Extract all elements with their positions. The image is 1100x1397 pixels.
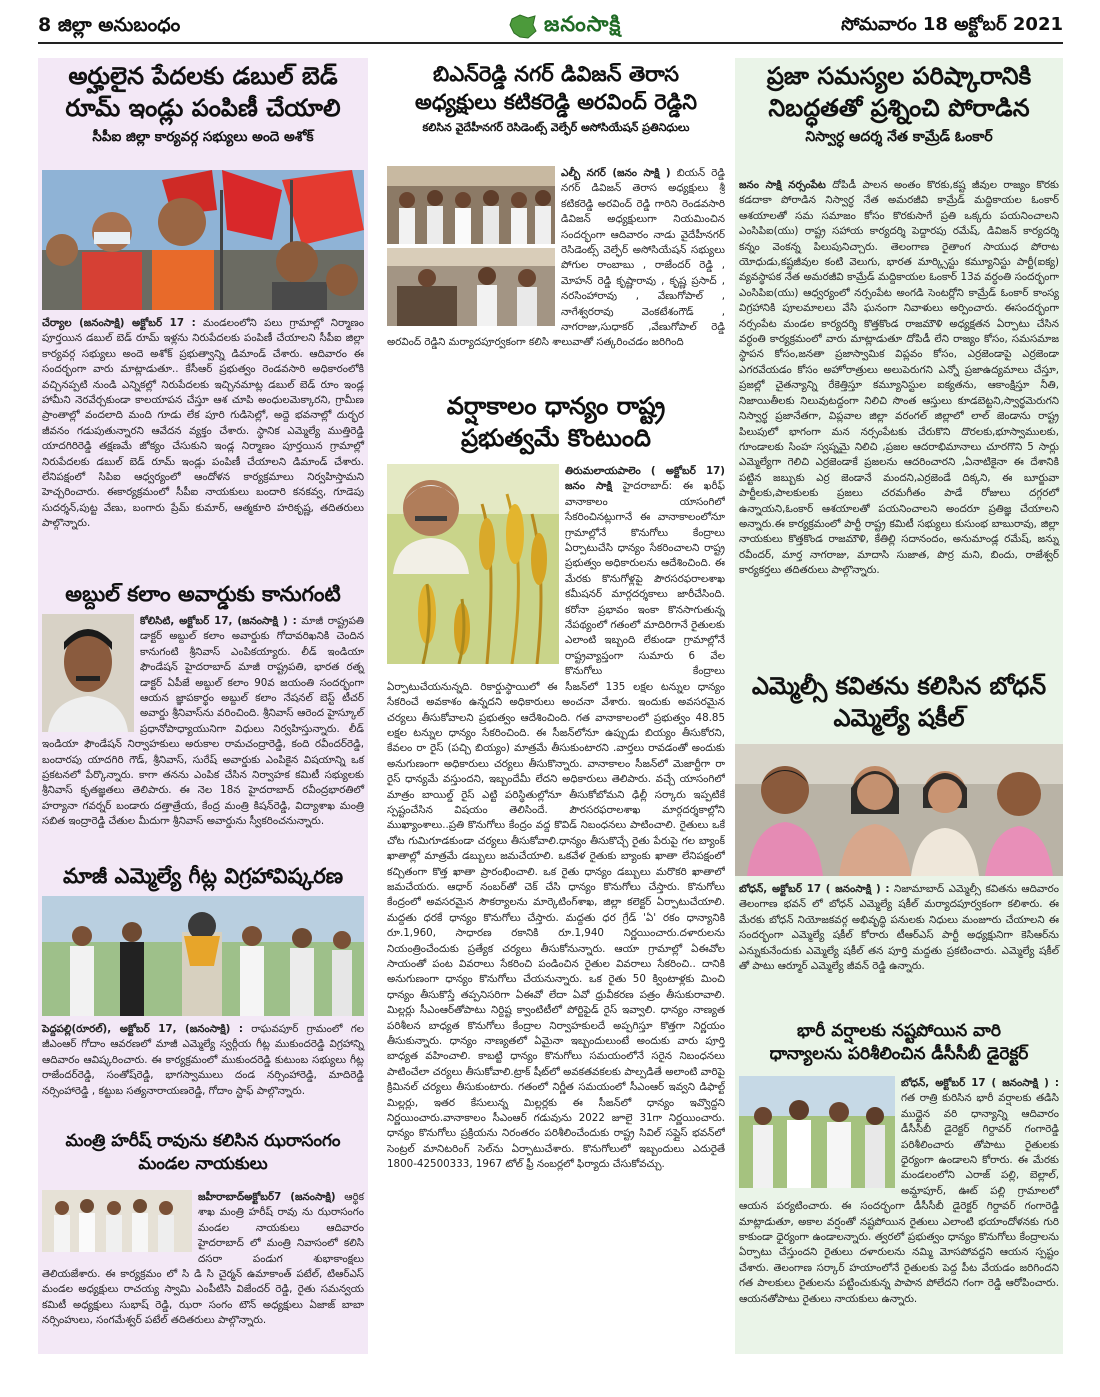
article-body-text: హైదరాబాద్: ఈ ఖరీఫ్ వానాకాలం యాసంగిలో సేకరించినట్లుగానే ఈ వానాకాలంలోనూ గ్రామాల్లోనే కొనుగోలు కేంద్రాలు ఏర్పాటుచేసి ధాన్యం సేకరించాలని రాష్ట్ర ప్రభుత్వం అధికారులను ఆదేశించింది. ఈ మేరకు కొనుగోళ్లపై పౌరసరఫరాలశాఖ కమీషనర్ మార్గదర్శకాలు జారీచేసింది. కరోనా ప్రభావం ఇంకా కొనసాగుతున్న నేపథ్యంలో గతంలో మాదిరిగానే రైతులకు ఎలాంటి ఇబ్బంది లేకుండా గ్రామాల్లోనే రాష్ట్రవ్యాప్తంగా సుమారు 6 వేల కొనుగోలు కేంద్రాలు ఏర్పాటుచేయనున్నది. రికార్డుస్థాయిలో ఈ సీజన్‌లో 135 లక్షల టన్నుల ధాన్యం సేకరించే అవకాశం ఉన్నదని అధికారులు అంచనా వేశారు. ఇందుకు అవసరమైన చర్యలు తీసుకోవాలని ప్రభుత్వం ఆదేశించింది. గత వానాకాలంలో ప్రభుత్వం 48.85 లక్షల టన్నుల ధాన్యం సేకరించింది. ఈ సీజన్‌లోనూ ఉప్పుడు బియ్యం తీసుకోరని, కేవలం రా రైస్ (పచ్చి బియ్యం) మాత్రమే తీసుకుంటారని .వార్తలు రావడంతో అందుకు అనుగుణంగా అధికారులు చర్యలు తీసుకొన్నారు. వానాకాలం సీజన్‌లో మెజార్టీగా రా రైస్ ధాన్యమే వస్తుందని, ఇబ్బందేమీ లేదని అధికారులు తెలిపారు. వచ్చే యాసంగిలో మాత్రం బాయిల్డ్ రైస్ ఎట్టి పరిస్థితుల్లోనూ తీసుకోబోమని ఢిల్లీ సర్కారు ఇప్పటికే స్పష్టంచేసిన విషయం తెలిసిందే. పౌరసరఫరాలశాఖ మార్గదర్శకాల్లోని ముఖ్యాంశాలు..ప్రతి కొనుగోలు కేంద్రం వద్ద కొవిడ్ నిబంధనలు పాటించాలి. రైతులు ఒకే చోట గుమిగూడకుండా చర్యలు తీసుకోవాలి.ధాన్యం తీసుకొచ్చే రైతు పేరుపై గల బ్యాంక్ ఖాతాల్లో మాత్రమే డబ్బులు జమచేయాలి. ఒకవేళ రైతుకు బ్యాంకు ఖాతా లేనిపక్షంలో కచ్చితంగా కొత్త ఖాతా ప్రారంభించాలి. ఒక రైతు ధాన్యం డబ్బులు మరొకరి ఖాతాలో జమచేయరు. ఆధార్ నంబర్‌తో చెక్ చేసి ధాన్యం కొనుగోలు చేస్తారు. కొనుగోలు కేంద్రంలో అవసరమైన సౌకర్యాలను మార్కెటింగ్‌శాఖ, జిల్లా కలెక్టర్ ఏర్పాటుచేయాలి. మద్దతు ధరకే ధాన్యం కొనుగోలు చేస్తారు. మద్దతు ధర గ్రేడ్ 'ఏ' రకం ధాన్యానికి రూ.1,960, సాధారణ రకానికి రూ.1,940 నిర్ణయించారు.దళారులను నియంత్రించేందుకు ప్రత్యేక చర్యలు తీసుకోనున్నారు. ఆయా గ్రామాల్లో ఏఈవోల సాయంతో పంట వివరాలు సేకరించి పండించిన రైతుల వివరాలు సేకరించి.. దానికి అనుగుణంగా ధాన్యం కొనుగోలు చేయనున్నారు. ఒక రైతు 50 క్వింటాళ్లకు మించి ధాన్యం తీసుకొస్తే తప్పనిసరిగా ఏఈవో లేదా ఏవో ధ్రువీకరణ పత్రం తీసుకురావాలి. మిల్లర్లు సీఎంఆర్‌తోపాటు నిర్దిష్ట క్వాంటిటీలో పోర్టిఫైడ్ రైస్ ఇవ్వాలి. ధాన్యం నాణ్యత పరిశీలన బాధ్యత కొనుగోలు కేంద్రాల నిర్వాహకులదే అప్పగిస్తూ కొత్తగా నిర్ణయం తీసుకున్నారు. ధాన్యం నాణ్యతలో ఏమైనా ఇబ్బందులుంటే అందుకు వారు పూర్తి బాధ్యత వహించాలి. కాబట్టి ధాన్యం కొనుగోలు సమయంలోనే సరైన నిబంధనలు పాటించేలా చర్యలు తీసుకోవాలి.ట్రాక్ షీట్‌లో అవకతవకలకు పాల్పడితే అలాంటి వారిపై క్రిమినల్ చర్యలు తీసుకుంటారు. గతంలో నిర్ణీత సమయంలో సీఎంఆర్ ఇవ్వని డిఫాల్ట్ మిల్లర్లు, ఇతర కేసులున్న మిల్లర్లకు ఈ సీజన్‌లో ధాన్యం ఇవ్వొద్దని నిర్ణయించారు.వానాకాలం సీఎంఆర్ గడువును 2022 జూలై 31గా నిర్ణయించారు. ధాన్యం కొనుగోలు ప్రక్రియను నిరంతరం పరిశీలించేందుకు రాష్ట్ర సివిల్ సప్లైస్ భవన్‌లో సెంట్రల్ మానిటరింగ్ సెల్‌ను ఏర్పాటుచేశారు. కొనుగోలులో ఇబ్బందులు ఎదురైతే 1800-42500333, 1967 టోల్ ఫ్రీ నంబర్లలో ఫిర్యాదు చేసుకోవచ్చు. [387, 480, 725, 1171]
article-headline-line1: మంత్రి హరీష్ రావును కలిసిన ఝరాసంగం [65, 1131, 341, 1151]
article-body-bn-reddy [387, 166, 725, 351]
article-headline-line1: ప్రజా సమస్యల పరిష్కారానికి [766, 62, 1032, 90]
paper-name: జనంసాక్షి [544, 12, 622, 36]
article-dateline: బోధన్, అక్టోబర్ 17 ( జనంసాక్షి ) : [901, 1077, 1059, 1089]
article-body-dccb [739, 1076, 1059, 1307]
article-headline-line2: మండల నాయకులు [138, 1153, 268, 1174]
article-body-text: ఆర్థిక శాఖ మంత్రి హరీష్ రావు ను ఝరాసంగం మండల నాయకులు ఆదివారం హైదరాబాద్ లో మంత్రి నివాసంలో కలిసి దసరా పండుగ శుభాకాంక్షలు తెలియజేశారు. ఈ కార్యక్రమం లో సి డి సి చైర్మన్ ఉమాకాంత్ పటేల్, టిఆర్ఎస్ మండల అధ్యక్షులు రాచయ్య స్వామి ఎంపీటిసి విజేందర్ రెడ్డి, రైతు సమన్వయ కమిటీ అధ్యక్షులు సుభాష్ రెడ్డి, ఝరా సంగం టౌన్ అధ్యక్షులు ఏజాజ్ బాబా నర్సింహులు, సంగమేశ్వర్ పటేల్ తదితరులు పాల్గొన్నారు. [42, 1191, 364, 1327]
article-headline-line2: ఎమ్మెల్యే షకీల్ [833, 704, 965, 733]
left-column [38, 58, 368, 1354]
article-dateline: తిరుమలాయపాలెం ( అక్టోబర్ 17) జనం సాక్షి [565, 465, 725, 493]
article-statue-unveiling [38, 862, 368, 890]
article-dateline: కోలిసిటి, అక్టోబర్ 17, (జనంసాక్షి ) : [140, 615, 297, 627]
article-body-text: మండలంలోని పలు గ్రామాల్లో నిర్మాణం పూర్తయిన డబుల్ బెడ్ రూమ్ ఇళ్లను నిరుపేదలకు పంపిణీ చేయాలని సీపీఐ జిల్లా కార్యవర్గ సభ్యులు అందె అశోక్ ప్రభుత్వాన్ని డిమాండ్ చేశారు. ఆదివారం ఈ సందర్భంగా వారు మాట్లాడుతూ.. కేసీఆర్ ప్రభుత్వం రెండవసారి అధికారంలోకి వచ్చినప్పటి నుండి ఎన్నికల్లో నిరుపేదలకు ఇచ్చినమాట్ల డబుల్ బెడ్ రూం ఇండ్ల హామీని నెరవేర్చకుండా కాలయాపన చేస్తూ ఆశ చూపి అంధులమెక్కారని, గ్రామీణ ప్రాంతాల్లో వందలాది మంది గూడు లేక పూరి గుడిసెల్లో, అద్దె భవనాల్లో దుర్భర జీవనం గడుపుతున్నారని ఆవేదన వ్యక్తం చేశారు. స్థానిక ఎమ్మెల్యే ముత్తిరెడ్డి యాదగిరిరెడ్డి తక్షణమే జోక్యం చేసుకుని ఇండ్ల నిర్మాణం పూర్తయిన గ్రామాల్లో నిరుపేదలకు డబుల్ బెడ్ రూమ్ ఇండ్లు పంపిణీ చేయాలని డిమాండ్ చేశారు. లేనిపక్షంలో సిపిఐ ఆధ్వర్యంలో ఆందోళన కార్యక్రమాలు నిర్వహిస్తామని హెచ్చరించారు. ఈకార్యక్రమంలో సీపీఐ నాయకులు బందారి కనకవ్వ, గూడెపు సుదర్శన్,పుట్ట వేణు, బంగారు ప్రేమ్ కుమార్, ఆత్మకూరి హరికృష్ణ, తదితరులు పాల్గొన్నారు. [42, 317, 364, 530]
article-dateline: బోధన్, అక్టోబర్ 17 ( జనంసాక్షి ) : [739, 883, 890, 895]
paper-logo-map-icon [508, 13, 538, 41]
article-body-text: నిజామాబాద్ ఎమ్మెల్సీ కవితను ఆదివారం తెలంగాణ భవన్ లో బోధన్ ఎమ్మెల్యే షకీల్ మర్యాదపూర్వకంగా కలిశారు. ఈ మేరకు బోధన్ నియోజకవర్గ అభివృద్ధి పనులకు నిధులు మంజూరు చేయాలని ఈ సందర్భంగా ఎమ్మెల్యే షకీల్ కోరారు టీఆర్ఎస్ పార్టీ అధ్యక్షునిగా కెసిఆర్‌ను ఎన్నుకునేందుకు ఎమ్మెల్యే షకీల్ తన పూర్తి మద్దతు ప్రకటించారు. ఎమ్మెల్యే షకీల్ తో పాటు ఆర్మూర్ ఎమ్మెల్యే జీవన్ రెడ్డి ఉన్నారు. [739, 883, 1059, 973]
article-body-kavitha [739, 882, 1059, 974]
article-body-kalam [42, 614, 364, 830]
article-headline-line1: వర్షాకాలం ధాన్యం రాష్ట్ర [446, 392, 666, 420]
article-headline-line2: ధాన్యాలను పరిశీలించిన డీసీసీబీ డైరెక్టర్ [769, 1043, 1029, 1064]
paddy-field-photo [387, 464, 559, 664]
article-headline-line2: రూమ్ ఇండ్లు పంపిణీ చేయాలి [65, 94, 341, 123]
article-body-text: బియన్ రెడ్డి నగర్ డివిజన్ తెరాస అధ్యక్షులు శ్రీ కటికరెడ్డి అరవింద్ రెడ్డి గారిని రెండవసారి డివిజన్ అధ్యక్షులుగా నియమించిన సందర్భంగా ఆదివారం నాడు వైదేహీనగర్ రెసిడెంట్స్ వెల్ఫేర్ అసోసియేషన్ సభ్యులు పోగుల రాంబాబు , రాజేందర్ రెడ్డి , మోహన్ రెడ్డి కృష్ణారావు , కృష్ణ ప్రసాద్ , నరసింహారావు , వేణుగోపాల్ , నాగేశ్వరరావు వెంకటేశంగౌడ్ , నాగరాజు,సుధాకర్ ,వేణుగోపాల్ రెడ్డి అరవింద్ రెడ్డిని మర్యాదపూర్వకంగా కలిసి శాలువాతో సత్కరించడం జరిగింది [387, 167, 725, 349]
article-dateline: జహీరాబాద్అక్టోబర్7 (జనంసాక్షి) [198, 1191, 336, 1203]
article-kavitha-meeting [735, 670, 1063, 735]
article-body-double-bed [42, 316, 364, 532]
masthead [38, 10, 1063, 44]
field-inspection-photo [739, 1076, 895, 1188]
article-headline-line2: ప్రభుత్వమే కొంటుంది [461, 424, 651, 453]
article-body-text: రాఘవపూర్ గ్రామంలో గల జీఎంఆర్ గోదాం ఆవరణలో మాజీ ఎమ్మెల్యే స్వర్గీయ గీట్ల ముకుందరెడ్డి విగ్రహాన్ని ఆదివారం ఆవిష్కరించారు. ఈ కార్యక్రమంలో ముకుందరెడ్డి కుటుంబ సభ్యులు గీట్ల రాజేందర్‌రెడ్డి, సంతోష్‌రెడ్డి, భాగస్వాములు దండ నర్సింహారెడ్డి, మాదిరెడ్డి నర్సింహారెడ్డి , కట్టుబ సత్యనారాయణరెడ్డి, గోదాం స్టాఫ్ పాల్గొన్నారు. [42, 1023, 365, 1097]
article-body-harish-rao [42, 1190, 364, 1329]
article-kalam-award [38, 580, 368, 608]
association-meeting-photo [387, 166, 555, 326]
paper-logo [508, 10, 621, 44]
article-double-bed-room [38, 60, 368, 152]
article-headline-line2: అధ్యక్షులు కటికరెడ్డి అరవింద్ రెడ్డిని [415, 90, 697, 115]
article-dccb-director [735, 1020, 1063, 1066]
portrait-photo [42, 614, 134, 732]
article-body-paddy [387, 464, 725, 1173]
article-dateline: పెద్దపల్లి(రూరల్), అక్టోబర్ 17, (జనంసాక్షి) : [42, 1023, 244, 1035]
page-number: 8 [38, 14, 52, 36]
article-subheadline: సీపీఐ జిల్లా కార్యవర్గ సభ్యులు అందె అశోక్ [92, 128, 314, 145]
article-dateline: ఎల్బీ నగర్ (జనం సాక్షి ) [561, 167, 671, 179]
article-headline-line1: బిఎన్‌రెడ్డి నగర్ డివిజన్ తెరాస [433, 62, 679, 86]
middle-column [387, 58, 725, 1354]
article-subheadline: నిస్వార్ధ ఆదర్శ నేత కామ్రేడ్ ఓంకార్ [805, 128, 993, 145]
article-body-omkar [739, 178, 1059, 579]
article-headline-line2: నిబద్ధతతో ప్రశ్నించి పోరాడిన [768, 94, 1030, 123]
article-body-text: గత రాత్రి కురిసిన భారీ వర్షాలకు తడిసి ముద్దైన వరి ధాన్యాన్ని ఆదివారం డీసీసీబీ డైరెక్టర్ గిర్దావర్ గంగారెడ్డి పరిశీలించారు తోపాటు రైతులకు ధైర్యంగా ఉండాలని కోరారు. ఈ మేరకు మండలంలోని ఎరాజ్ పల్లి, బెల్లాల్, అమ్దాపూర్, ఊట్ పల్లి గ్రామాలలో ఆయన పర్యటించారు. ఈ సందర్భంగా డీసీసీబీ డైరెక్టర్ గిర్దావర్ గంగారెడ్డి మాట్లాడుతూ, అకాల వర్షంతో నష్టపోయిన రైతులు ఎలాంటి భయాందోళనకు గురి కాకుండా ధైర్యంగా ఉండాలన్నారు. త్వరలో ప్రభుత్వం ధాన్యం కొనుగోలు కేంద్రాలను ఏర్పాటు చేస్తుందని రైతులు దళారులను నమ్మి మోసపోవద్దని ఆయన స్పష్టం చేశారు. తెలంగాణ సర్కార్ హయాంలోనే రైతులకు పెద్ద పీట వేయడం జరిగిందని గత పాలకులు రైతులను పట్టించుకున్న పాపాన పోలేదని గంగా రెడ్డి ఆరోపించారు. ఆయనతోపాటు రైతులు నాయకులు ఉన్నారు. [739, 1092, 1059, 1305]
article-headline-line1: భారీ వర్షాలకు నష్టపోయిన వారి [797, 1021, 1001, 1041]
article-headline-line1: అర్హులైన పేదలకు డబుల్ బెడ్ [68, 62, 338, 90]
article-headline: మాజీ ఎమ్మెల్యే గీట్ల విగ్రహావిష్కరణ [62, 864, 344, 888]
article-omkar-tribute [735, 60, 1063, 152]
statue-unveiling-photo [42, 896, 364, 1016]
kavitha-meeting-photo [735, 744, 1063, 876]
article-body-statue [42, 1022, 364, 1099]
article-paddy-procurement [387, 390, 725, 455]
section-name: జిల్లా అనుబంధం [57, 14, 181, 36]
right-column [735, 58, 1063, 1354]
meeting-photo [42, 1190, 192, 1252]
article-harish-rao-meeting [38, 1130, 368, 1176]
page-header-left [38, 14, 180, 41]
article-subheadline: కలిసిన వైదేహీనగర్ రెసిడెంట్స్ వెల్ఫేర్ అసోసియేషన్ ప్రతినిధులు [422, 120, 690, 134]
article-dateline: చేర్యాల (జనంసాక్షి) అక్టోబర్ 17 : [42, 317, 196, 329]
article-dateline: జనం సాక్షి నర్సంపేట [739, 179, 826, 191]
article-body-text: దోపిడీ పాలన అంతం కొరకు,కష్ట జీవుల రాజ్యం కొరకు కడదాకా పోరాడిన నిస్వార్ధ నేత అమరజీవి కామ్రేడ్ మద్దికాయల ఓంకార్ ఆశయాలతో సమ సమాజం కోసం కొరకుసాగే ప్రతి ఒక్కరు పయనించాలని ఎంసిపిఐ(యు) రాష్ట్ర సహాయ కార్యదర్శి పెద్దారపు రమేష్, డివిజన్ కార్యదర్శి కన్నం వెంకన్న పిలుపునిచ్చారు. తెలంగాణ రైతాంగ సాయుధ పోరాట యోధుడు,కష్టజీవుల కంటి వెలుగు, భారత మార్క్సిస్టు కమ్యూనిస్టు పార్టీ(ఐక్య) వ్యవస్థాపక నేత అమరజీవి కామ్రేడ్ మద్దికాయల ఓంకార్ 13వ వర్ధంతి సందర్భంగా ఎంసిపిఐ(యు) ఆధ్వర్యంలో నర్సంపేట అంగడి సెంటర్లోని కామ్రేడ్ ఓంకార్ కాంస్య విగ్రహానికి పూలమాలలు వేసి ఘనంగా నివాళులు అర్పించారు. ఈసందర్భంగా నర్సంపేట మండల కార్యదర్శి కొత్తకొండ రాజమౌళి అధ్యక్షతన ఏర్పాటు చేసిన వర్ధంతి కార్యక్రమంలో వారు మాట్లాడుతూ దోపిడీ లేని రాజ్యం కోసం, సమసమాజ స్థాపన కోసం,జనతా ప్రజాస్వామిక విప్లవం కోసం, ఎర్రజెండాపై ఎర్రజెండా ఎగరవేయడం కోసం అహోరాత్రులు అలుపెరుగని ఎన్నో ప్రజాఉద్యమాలు చేస్తూ, ప్రజల్లో చైతన్యాన్ని రేకెత్తిస్తూ కమ్యూనిస్టుల ఐక్యతను, ఆకాంక్షిస్తూ నీతి, నిజాయితీలకు నిలువుటద్దంగా నిలిచి సొంత ఆస్తులు కూడబెట్టని,స్వార్థమెరుగని నిస్వార్థ ప్రజానేతగా, విప్లవాల జిల్లా వరంగల్ జిల్లాలో లాల్ జెండాను రాష్ట్ర పిలుపులో భాగంగా మన నర్సంపేటకు చేరుకొని దొరలకు,భూస్వాములకు, గూండాలకు సింహ స్వప్నమై నిలిచి ,ప్రజల ఆదరాభిమానాలు చూరగొని 5 సార్లు ఎమ్మెల్యేగా గెలిచి ఎర్రజెండాకే ప్రజలను ఆదరించారని ,ఏనాటికైనా ఈ దేశానికి పట్టిన జబ్బుకు ఎర్ర జెండానే మందని,ఎర్రజెండే దిక్కని, ఈ బూర్జువా పార్టీలకు,పాలకులకు ప్రజలు చరమగీతం పాడే రోజులు దగ్గరలో ఉన్నాయని,ఓంకార్ ఆశయాలతో పయనించాలని అందరూ ప్రతిజ్ఞ చేయాలని అన్నారు.ఈ కార్యక్రమంలో పార్టీ రాష్ట్ర కమిటీ సభ్యులు కుసుంభ బాబురావు, జిల్లా నాయకులు కొత్తకొండ రాజమౌళి, కేతిల్లి సదానందం, అనుమాండ్ల రమేష్, జన్ను రవీందర్, మార్త నాగరాజు, మాదాసి సుజాత, పొర్ర మని, బిందు, రాజేశ్వర్ కార్యకర్తలు తదితరులు పాల్గొన్నారు. [739, 179, 1059, 577]
article-headline: అబ్దుల్ కలాం అవార్డుకు కానుగంటి [65, 582, 341, 606]
article-body-text: మాజీ రాష్ట్రపతి డాక్టర్ అబ్దుల్ కలాం అవార్డుకు గోదావరిఖనికి చెందిన కానుగంటి శ్రీనివాస్ ఎంపికయ్యారు. లీడ్ ఇండియా ఫౌండేషన్ హైదరాబాద్ మాజీ రాష్ట్రపతి, భారత రత్న డాక్టర్ ఏపీజే అబ్దుల్ కలాం 90వ జయంతి సందర్భంగా ఆయన జ్ఞాపకార్థం అబ్దుల్ కలాం నేషనల్ బెస్ట్ టీచర్ అవార్డు శ్రీనివాస్‌ను వరించింది. శ్రీనివాస్ ఆరెంద హైస్కూల్ ప్రధానోపాధ్యాయునిగా విధులు నిర్వహిస్తున్నారు. లీడ్ ఇండియా ఫౌండేషన్ నిర్వాహకులు అరుకాల రామచంద్రారెడ్డి, కంది రవీందర్‌రెడ్డి, బందారపు యాదగిరి గౌడ్, శ్రీనివాస్, సురేష్ అవార్డుకు ఎంపికైన విషయాన్ని ఒక ప్రకటనలో పేర్కొన్నారు. కాగా తనను ఎంపిక చేసిన నిర్వాహక కమిటీ సభ్యులకు శ్రీనివాస్ కృతజ్ఞతలు తెలిపారు. ఈ నెల 18న హైదరాబాద్ రవీంద్రభారతిలో హర్యానా గవర్నర్ బండారు దత్తాత్రేయ, కేంద్ర మంత్రి కిషన్‌రెడ్డి, విద్యాశాఖ మంత్రి సబిత ఇంద్రారెడ్డి చేతుల మీదుగా శ్రీనివాస్ అవార్డును స్వీకరించనున్నారు. [42, 615, 365, 828]
page-date: సోమవారం 18 అక్టోబర్ 2021 [841, 14, 1063, 35]
article-headline-line1: ఎమ్మెల్సీ కవితను కలిసిన బోధన్ [751, 672, 1047, 700]
article-bn-reddy-nagar [387, 60, 725, 141]
protest-photo [42, 170, 364, 310]
